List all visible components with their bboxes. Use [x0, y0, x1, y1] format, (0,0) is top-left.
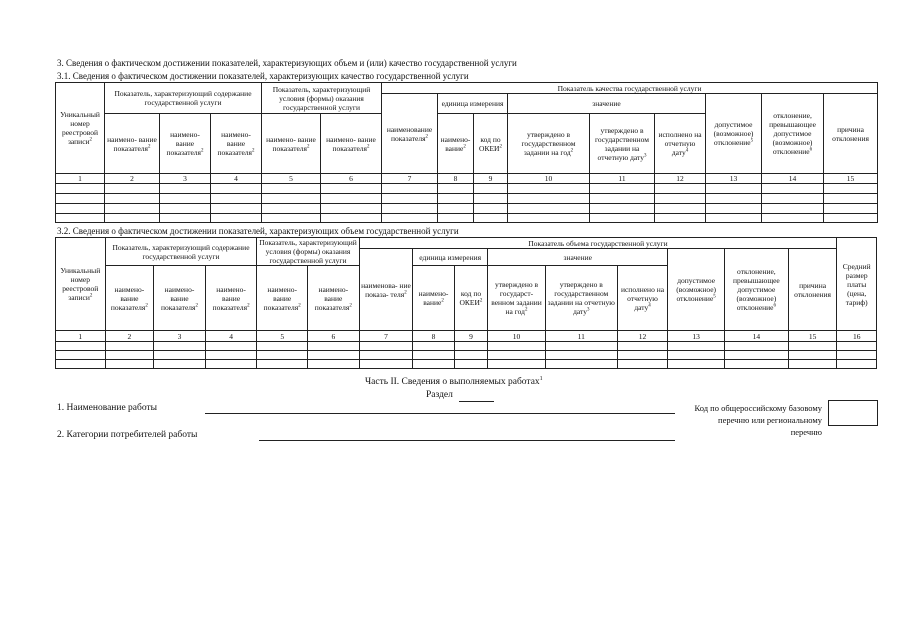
col-num: 5	[257, 331, 308, 342]
section-3-heading: 3. Сведения о фактическом достижении показателей, характеризующих объем и (или) качество государственной услуги	[57, 58, 517, 68]
done-header: исполнено на отчетную дату$^4$	[617, 266, 668, 331]
conditions-indicator-header: Показатель, характеризующий условия (формы) оказания государственной услуги	[262, 83, 382, 114]
content-indicator-header: Показатель, характеризующий содержание государственной услуги	[105, 238, 257, 266]
unit-header: единица измерения	[413, 249, 488, 266]
table-row	[56, 214, 878, 223]
col-num: 8	[413, 331, 455, 342]
code-label-2: перечню или региональному	[718, 415, 822, 425]
col-num: 3	[154, 331, 206, 342]
volume-indicators-table	[55, 237, 877, 369]
col-num: 13	[668, 331, 725, 342]
approved-date-header: утверждено в государственном задании на отчетную дату$^3$	[545, 266, 617, 331]
code-box[interactable]	[828, 400, 878, 426]
column-numbers-row	[56, 331, 877, 342]
unique-number-header: Уникальный номер реестровой записи$^2$	[56, 83, 105, 174]
section-3-1-heading: 3.1. Сведения о фактическом достижении показателей, характеризующих качество государственной услуги	[57, 71, 469, 81]
col-num: 9	[454, 331, 487, 342]
done-header: исполнено на отчетную дату$^4$	[655, 114, 706, 174]
exceeding-deviation-header: отклонение, превышающее допустимое (возможное) отклонение$^6$	[724, 249, 788, 331]
work-name-label: 1. Наименование работы	[57, 403, 158, 413]
col-num: 11	[545, 331, 617, 342]
content-indicator-header: Показатель, характеризующий содержание государственной услуги	[105, 83, 262, 114]
content-name-1: наимено- вание показателя$^2$	[105, 114, 160, 174]
col-num: 8	[438, 174, 474, 184]
col-num: 3	[160, 174, 211, 184]
col-num: 12	[617, 331, 668, 342]
quality-indicators-table	[55, 82, 878, 223]
column-numbers-row	[56, 174, 878, 184]
condition-name-1: наимено- вание показателя$^2$	[257, 266, 308, 331]
content-name-3: наимено- вание показателя$^2$	[205, 266, 257, 331]
col-num: 13	[706, 174, 762, 184]
okei-header: код по ОКЕИ$^2$	[454, 266, 487, 331]
unit-header: единица измерения	[438, 94, 508, 114]
consumers-line[interactable]	[259, 440, 675, 441]
col-num: 5	[262, 174, 321, 184]
col-num: 4	[211, 174, 262, 184]
indicator-name-header: наименова- ние показа- теля$^2$	[359, 249, 413, 331]
col-num: 6	[308, 331, 360, 342]
section-3-2-heading: 3.2. Сведения о фактическом достижении показателей, характеризующих объем государственной услуги	[57, 226, 459, 236]
col-num: 16	[837, 331, 877, 342]
content-name-2: наимено- вание показателя$^2$	[154, 266, 206, 331]
col-num: 1	[56, 331, 106, 342]
approved-date-header: утверждено в государственном задании на отчетную дату$^3$	[590, 114, 655, 174]
table-row	[56, 184, 878, 194]
unit-name-header: наимено- вание$^2$	[438, 114, 474, 174]
code-label-3: перечню	[790, 427, 822, 437]
allowed-deviation-header: допустимое (возможное) отклонение$^5$	[668, 249, 725, 331]
table-row	[56, 351, 877, 360]
work-name-line[interactable]	[205, 413, 675, 414]
approved-year-header: утверждено в государст- венном задании на год$^2$	[488, 266, 546, 331]
volume-indicator-header: Показатель объема государственной услуги	[359, 238, 837, 249]
col-num: 14	[762, 174, 824, 184]
deviation-reason-header: причина отклонения	[824, 94, 878, 174]
col-num: 7	[359, 331, 413, 342]
deviation-reason-header: причина отклонения	[788, 249, 837, 331]
condition-name-2: наимено- вание показателя$^2$	[321, 114, 382, 174]
table-row	[56, 194, 878, 204]
col-num: 7	[382, 174, 438, 184]
col-num: 12	[655, 174, 706, 184]
col-num: 2	[105, 174, 160, 184]
exceeding-deviation-header: отклонение, превышающее допустимое (возможное) отклонение$^6$	[762, 94, 824, 174]
unit-name-header: наимено- вание$^2$	[413, 266, 455, 331]
code-label-1: Код по общероссийскому базовому	[694, 403, 822, 413]
table-row	[56, 360, 877, 369]
approved-year-header: утверждено в государственном задании на год$^2$	[508, 114, 590, 174]
col-num: 10	[488, 331, 546, 342]
col-num: 15	[788, 331, 837, 342]
value-header: значение	[488, 249, 668, 266]
consumers-label: 2. Категории потребителей работы	[57, 430, 198, 440]
condition-name-2: наимено- вание показателя$^2$	[308, 266, 360, 331]
okei-header: код по ОКЕИ$^2$	[474, 114, 508, 174]
conditions-indicator-header: Показатель, характеризующий условия (формы) оказания государственной услуги	[257, 238, 359, 266]
section-label: Раздел	[426, 390, 453, 400]
avg-price-header: Средний размер платы (цена, тариф)	[837, 238, 877, 331]
table-row	[56, 204, 878, 214]
value-header: значение	[508, 94, 706, 114]
content-name-1: наимено- вание показателя$^2$	[105, 266, 154, 331]
content-name-3: наимено- вание показателя$^2$	[211, 114, 262, 174]
col-num: 10	[508, 174, 590, 184]
allowed-deviation-header: допустимое (возможное) отклонение$^5$	[706, 94, 762, 174]
quality-indicator-header: Показатель качества государственной услуги	[382, 83, 878, 94]
part-2-title: Часть II. Сведения о выполняемых работах$^1$	[365, 376, 543, 388]
col-num: 6	[321, 174, 382, 184]
col-num: 14	[724, 331, 788, 342]
col-num: 11	[590, 174, 655, 184]
col-num: 15	[824, 174, 878, 184]
condition-name-1: наимено- вание показателя$^2$	[262, 114, 321, 174]
col-num: 1	[56, 174, 105, 184]
col-num: 4	[205, 331, 257, 342]
col-num: 9	[474, 174, 508, 184]
section-number-line	[459, 401, 494, 402]
content-name-2: наимено- вание показателя$^2$	[160, 114, 211, 174]
col-num: 2	[105, 331, 154, 342]
indicator-name-header: наименование показателя$^2$	[382, 94, 438, 174]
unique-number-header: Уникальный номер реестровой записи$^2$	[56, 238, 106, 331]
table-row	[56, 342, 877, 351]
